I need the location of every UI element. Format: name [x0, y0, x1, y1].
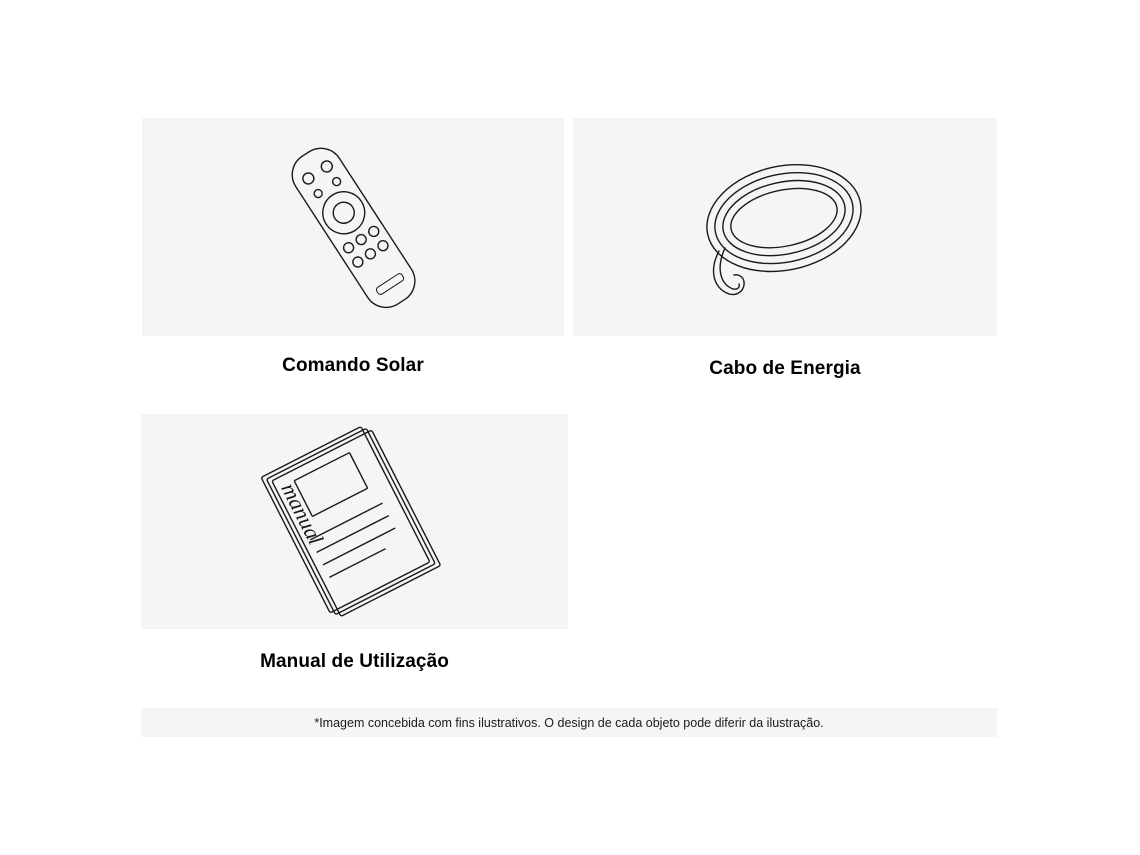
accessory-caption-cable: Cabo de Energia — [709, 358, 861, 379]
accessory-item-cable — [573, 118, 997, 380]
remote-thumbnail — [142, 118, 564, 336]
accessory-caption-remote: Comando Solar — [282, 355, 424, 376]
illustration-disclaimer — [141, 708, 997, 737]
user-manual-booklet-icon — [141, 414, 568, 629]
manual-thumbnail — [141, 414, 568, 629]
accessory-caption-manual: Manual de Utilização — [260, 651, 449, 672]
cable-thumbnail — [573, 118, 997, 336]
coiled-power-cable-icon — [573, 118, 997, 336]
illustration-disclaimer-text: *Imagem concebida com fins ilustrativos. O design de cada objeto pode diferir da ilustração. — [314, 715, 824, 730]
manual-cover-word: manual — [276, 478, 329, 549]
accessory-item-manual — [141, 414, 568, 673]
accessory-item-remote — [142, 118, 564, 377]
tv-remote-control-icon — [142, 118, 564, 336]
